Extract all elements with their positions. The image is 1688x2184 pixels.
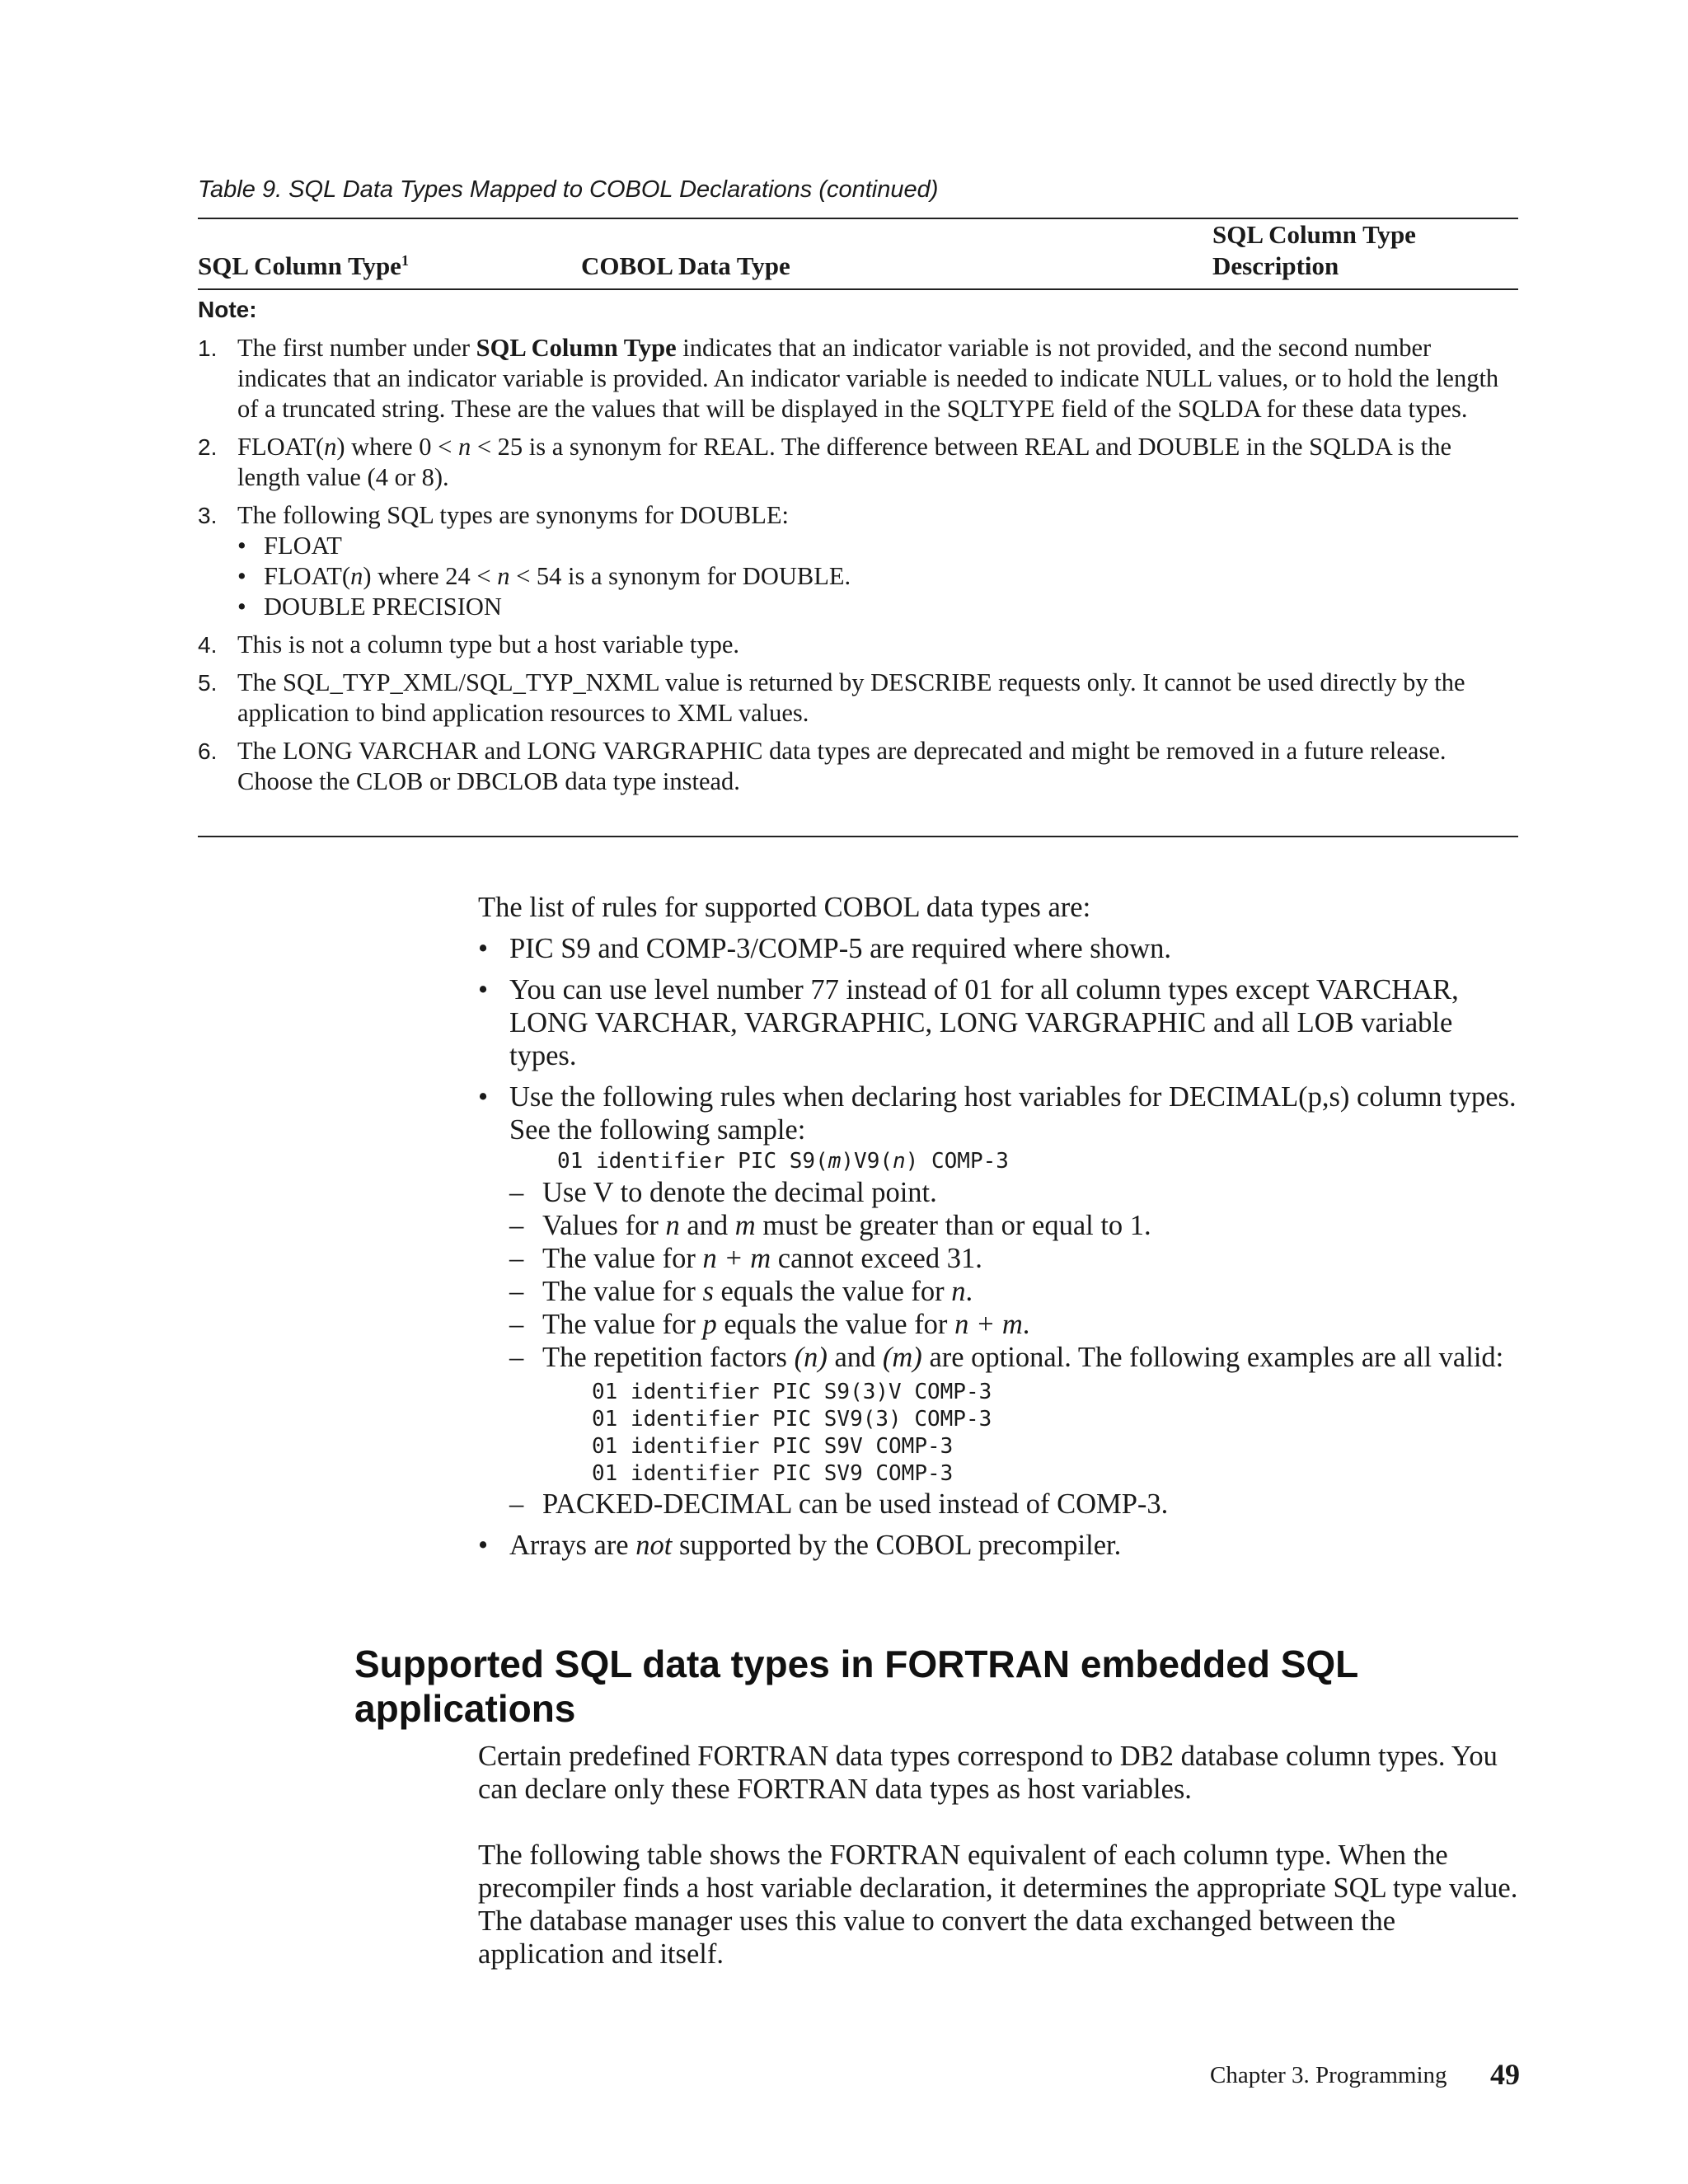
rule-text: Values for <box>542 1210 666 1241</box>
note-bullet <box>237 561 1520 592</box>
footnote-marker: 1 <box>401 252 409 269</box>
rule-item: • PIC S9 and COMP-3/COMP-5 are required where shown. <box>478 932 1521 965</box>
code-text: )V9( <box>841 1149 893 1174</box>
sub-rule-item <box>509 1308 1521 1341</box>
note-item <box>198 668 1520 729</box>
column-header-line: Description <box>1212 251 1339 280</box>
code-line: 01 identifier PIC S9V COMP-3 <box>592 1434 954 1459</box>
note-item <box>198 630 1520 660</box>
note-number: 6. <box>198 738 218 764</box>
rule-text: Arrays are <box>509 1530 636 1561</box>
sub-rule-item <box>509 1242 1521 1275</box>
sub-rule-item: – Use V to denote the decimal point. <box>509 1176 1521 1209</box>
rule-text: The value for <box>542 1243 703 1274</box>
note-item <box>198 500 1520 622</box>
column-header-sql-column-type <box>198 251 409 282</box>
table-header-rule <box>198 288 1518 290</box>
code-variable: n <box>893 1149 906 1174</box>
note-text: ) where 24 < <box>363 562 498 590</box>
rule-text: The repetition factors <box>542 1342 795 1373</box>
note-bullet: • FLOAT <box>237 531 1520 561</box>
note-text: < 54 is a synonym for DOUBLE. <box>509 562 851 590</box>
rule-text: are optional. The following examples are all valid: <box>921 1342 1504 1373</box>
code-examples <box>592 1379 1521 1488</box>
code-line: 01 identifier PIC SV9(3) COMP-3 <box>592 1407 992 1432</box>
note-text: ) where 0 < <box>336 433 458 461</box>
rule-variable: (m) <box>882 1342 922 1373</box>
column-header-label: SQL Column Type <box>198 251 401 280</box>
note-number: 4. <box>198 632 218 658</box>
table-caption: Table 9. SQL Data Types Mapped to COBOL Declarations (continued) <box>198 176 939 203</box>
note-text: This is not a column type but a host variable type. <box>237 630 740 658</box>
note-number: 2. <box>198 434 218 460</box>
rule-item <box>478 1529 1521 1562</box>
rule-item: • You can use level number 77 instead of 01 for all column types except VARCHAR, LONG VARCHAR, VARGRAPHIC, LONG VARGRAPHIC and all LOB variable types. <box>478 973 1521 1072</box>
section-paragraph: The following table shows the FORTRAN equivalent of each column type. When the precompiler finds a host variable declaration, it determines the appropriate SQL type value. The database manager uses this value to convert the data exchanged between the application and itself. <box>478 1840 1518 1970</box>
note-text: FLOAT( <box>264 562 351 590</box>
note-number: 1. <box>198 335 218 361</box>
rule-text: and <box>827 1342 883 1373</box>
notes-list <box>198 333 1520 804</box>
note-bullets <box>237 531 1520 622</box>
column-header-description <box>1212 219 1416 282</box>
footer-chapter-title: Chapter 3. Programming <box>1210 2062 1447 2088</box>
section-heading: Supported SQL data types in FORTRAN embedded SQL applications <box>354 1643 1358 1730</box>
rule-variable: m <box>734 1210 756 1241</box>
rule-text: • Use the following rules when declaring host variables for DECIMAL(p,s) column types. See the following sample: <box>509 1081 1517 1146</box>
rule-text: must be greater than or equal to 1. <box>755 1210 1151 1241</box>
rule-text: . <box>1022 1309 1030 1340</box>
sub-rule-item <box>509 1275 1521 1308</box>
sub-rule-item <box>509 1209 1521 1242</box>
rule-text: equals the value for <box>716 1309 955 1340</box>
rule-variable: n <box>665 1210 680 1241</box>
note-variable: n <box>497 562 510 590</box>
note-item <box>198 333 1520 424</box>
note-variable: n <box>324 433 337 461</box>
rule-text: cannot exceed 31. <box>771 1243 982 1274</box>
note-heading: Note: <box>198 297 257 322</box>
rule-variable: n + m <box>954 1309 1023 1340</box>
code-variable: m <box>828 1149 842 1174</box>
note-item <box>198 736 1520 797</box>
rule-text: The value for <box>542 1276 703 1307</box>
code-line: 01 identifier PIC SV9 COMP-3 <box>592 1461 954 1486</box>
code-sample <box>557 1146 1521 1176</box>
sub-rule-item: – PACKED-DECIMAL can be used instead of COMP-3. <box>509 1488 1521 1521</box>
note-number: 5. <box>198 670 218 696</box>
note-text: < 25 is a synonym for REAL. The difference between REAL and DOUBLE in the SQLDA is the length value (4 or 8). <box>237 433 1452 491</box>
column-header-cobol-data-type: COBOL Data Type <box>581 251 790 280</box>
cobol-rules-section <box>478 891 1521 1570</box>
rules-list <box>478 932 1521 1562</box>
sub-rule-item <box>509 1341 1521 1488</box>
rule-text: The value for <box>542 1309 703 1340</box>
note-variable: n <box>457 433 471 461</box>
note-text: The LONG VARCHAR and LONG VARGRAPHIC data types are deprecated and might be removed in a future release. Choose the CLOB or DBCLOB data type instead. <box>237 737 1447 795</box>
page-number: 49 <box>1490 2058 1520 2091</box>
rules-intro: The list of rules for supported COBOL data types are: <box>478 892 1091 923</box>
rule-variable: s <box>702 1276 714 1307</box>
note-text: The first number under <box>237 334 476 362</box>
section-paragraph: Certain predefined FORTRAN data types correspond to DB2 database column types. You can declare only these FORTRAN data types as host variables. <box>478 1741 1498 1805</box>
rule-emphasis: not <box>635 1530 673 1561</box>
note-text: FLOAT( <box>237 433 325 461</box>
note-variable: n <box>350 562 363 590</box>
code-text: ) COMP-3 <box>905 1149 1009 1174</box>
column-header-line: SQL Column Type <box>1212 220 1416 249</box>
note-text: The following SQL types are synonyms for DOUBLE: <box>237 501 789 529</box>
note-text: indicates that an indicator variable is not provided, and the second number indicates that an indicator variable is provided. An indicator variable is needed to indicate NULL values, or to hold the length of a truncated string. These are the values that will be displayed in the SQLTYPE field of the SQLDA for these data types. <box>237 334 1499 423</box>
rule-text: and <box>679 1210 735 1241</box>
section-body <box>478 1740 1521 2004</box>
rule-variable: p <box>702 1309 717 1340</box>
rule-variable: n + m <box>702 1243 771 1274</box>
rule-variable: n <box>951 1276 966 1307</box>
rule-text: supported by the COBOL precompiler. <box>672 1530 1122 1561</box>
rule-text: equals the value for <box>713 1276 952 1307</box>
note-item <box>198 432 1520 493</box>
note-emphasis: SQL Column Type <box>476 334 677 362</box>
note-number: 3. <box>198 503 218 528</box>
table-bottom-rule <box>198 836 1518 837</box>
sub-rules-list <box>509 1176 1521 1521</box>
code-line: 01 identifier PIC S9(3)V COMP-3 <box>592 1380 992 1404</box>
note-text: The SQL_TYP_XML/SQL_TYP_NXML value is returned by DESCRIBE requests only. It cannot be used directly by the application to bind application resources to XML values. <box>237 668 1465 727</box>
note-bullet: • DOUBLE PRECISION <box>237 592 1520 622</box>
rule-variable: (n) <box>794 1342 828 1373</box>
code-text: 01 identifier PIC S9( <box>557 1149 828 1174</box>
rule-text: . <box>965 1276 973 1307</box>
rule-item <box>478 1080 1521 1521</box>
